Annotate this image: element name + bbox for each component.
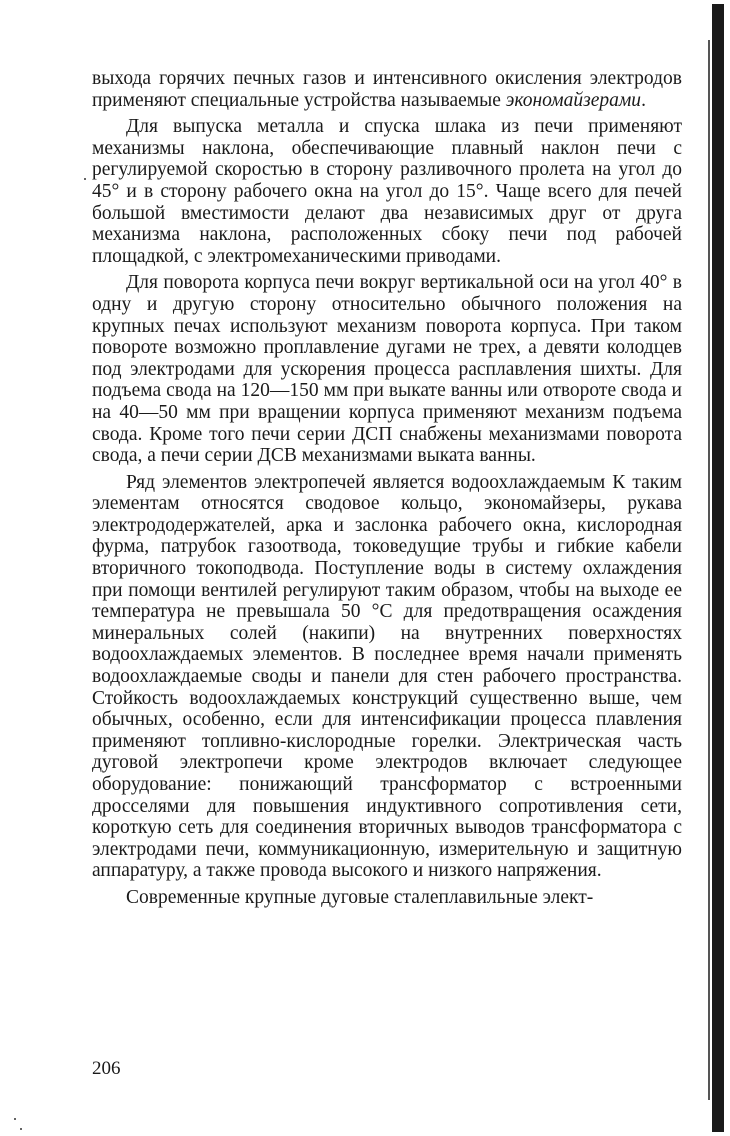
paragraph-1-emphasis: экономайзерами (505, 89, 642, 111)
body-text (92, 68, 682, 909)
paragraph-1-tail: . (641, 89, 646, 111)
paragraph-1 (92, 68, 682, 111)
binding-dark-bar (712, 4, 724, 1132)
page-number: 206 (92, 1058, 121, 1079)
paragraph-1-text: выхода горячих печных газов и интенсивного окисления электродов применяют специальные устройства называемые (92, 68, 682, 111)
paragraph-5: Современные крупные дуговые сталеплавильные элект- (126, 886, 594, 908)
scan-speck (84, 178, 86, 180)
page-binding-edge (706, 0, 730, 1136)
scan-speck (14, 1118, 16, 1120)
binding-shadow-line (708, 40, 710, 1100)
scan-speck (20, 1128, 22, 1130)
paragraph-2: Для выпуска металла и спуска шлака из печи применяют механизмы наклона, обеспечивающие плавный наклон печи с регулируемой скоростью в сторону разливочного пролета на угол до 45° и в сторону рабочего окна на угол до 15°. Чаще всего для печей большой вместимости делают два независимых друг от друга механизма наклона, расположенных сбоку печи под рабочей площадкой, с электромеханическими приводами. (92, 116, 682, 267)
paragraph-3: Для поворота корпуса печи вокруг вертикальной оси на угол 40° в одну и другую сторону относительно обычного положения на крупных печах используют механизм поворота корпуса. При таком повороте возможно проплавление дугами не трех, а девяти колодцев под электродами для ускорения процесса расплавления шихты. Для подъема свода на 120—150 мм при выкате ванны или отвороте свода и на 40—50 мм при вращении корпуса применяют механизм подъема свода. Кроме того печи серии ДСП снабжены механизмами поворота свода, а печи серии ДСВ механизмами выката ванны. (92, 272, 682, 467)
paragraph-4: Ряд элементов электропечей является водоохлаждаемым К таким элементам относятся сводовое кольцо, экономайзеры, рукава электрододержателей, арка и заслонка рабочего окна, кислородная фурма, патрубок газоотвода, токоведущие трубы и гибкие кабели вторичного токоподвода. Поступление воды в систему охлаждения при помощи вентилей регулируют таким образом, чтобы на выходе ее температура не превышала 50 °С для предотвращения осаждения минеральных солей (накипи) на внутренних поверхностях водоохлаждаемых элементов. В последнее время начали применять водоохлаждаемые своды и панели для стен рабочего пространства. Стойкость водоохлаждаемых конструкций существенно выше, чем обычных, особенно, если для интенсификации процесса плавления применяют топливно-кислородные горелки. Электрическая часть дуговой электропечи кроме электродов включает следующее оборудование: понижающий трансформатор с встроенными дросселями для повышения индуктивного сопротивления сети, короткую сеть для соединения вторичных выводов трансформатора с электродами печи, коммуникационную, измерительную и защитную аппаратуру, а также провода высокого и низкого напряжения. (92, 471, 682, 882)
